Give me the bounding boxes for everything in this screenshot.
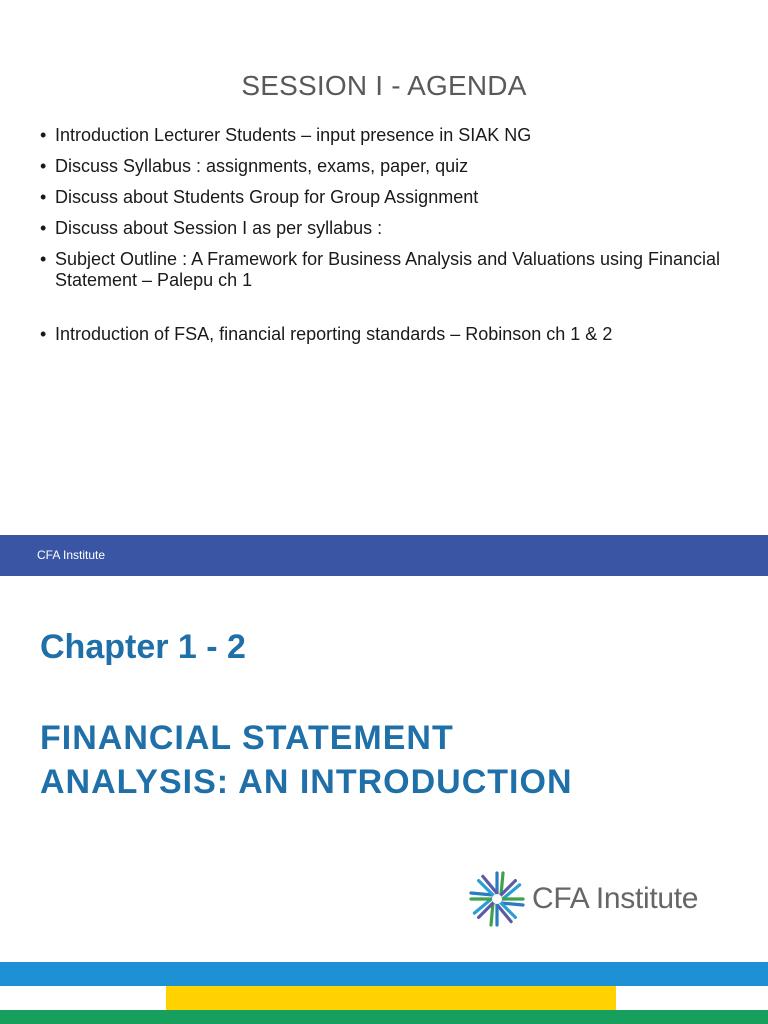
chapter-title: Chapter 1 - 2 <box>40 628 246 666</box>
band-label: CFA Institute <box>37 548 106 562</box>
agenda-item-text: Subject Outline : A Framework for Business Analysis and Valuations using Financial Statement – Palepu ch 1 <box>55 249 721 290</box>
stripe-blue <box>0 962 768 986</box>
bullet-icon: • <box>40 187 47 207</box>
bullet-icon: • <box>40 156 47 176</box>
stripe-green <box>0 1010 768 1024</box>
agenda-item-text: Discuss about Students Group for Group Assignment <box>55 187 479 207</box>
agenda-item-text: Introduction Lecturer Students – input presence in SIAK NG <box>55 125 532 145</box>
cfa-logo <box>466 868 736 930</box>
bullet-icon: • <box>40 125 47 145</box>
agenda-item <box>40 125 740 146</box>
stripe-yellow <box>166 986 616 1010</box>
agenda-list <box>40 125 740 355</box>
heading-line-1: FINANCIAL STATEMENT <box>40 719 454 757</box>
agenda-title: SESSION I - AGENDA <box>241 70 527 101</box>
agenda-item <box>40 249 740 291</box>
bullet-icon: • <box>40 324 47 344</box>
agenda-item-text: Introduction of FSA, financial reporting standards – Robinson ch 1 & 2 <box>55 324 613 344</box>
header-band <box>0 535 768 576</box>
heading-line-2: ANALYSIS: AN INTRODUCTION <box>40 763 573 801</box>
bullet-icon: • <box>40 218 47 238</box>
chapter-heading <box>40 716 720 804</box>
agenda-item-text: Discuss Syllabus : assignments, exams, paper, quiz <box>55 156 469 176</box>
agenda-item <box>40 187 740 208</box>
agenda-item <box>40 156 740 177</box>
cfa-pinwheel-icon <box>466 868 528 930</box>
logo-text: CFA Institute <box>532 882 699 915</box>
agenda-item <box>40 218 740 239</box>
agenda-item <box>40 324 740 345</box>
bullet-icon: • <box>40 249 47 269</box>
agenda-item-text: Discuss about Session I as per syllabus : <box>55 218 383 238</box>
